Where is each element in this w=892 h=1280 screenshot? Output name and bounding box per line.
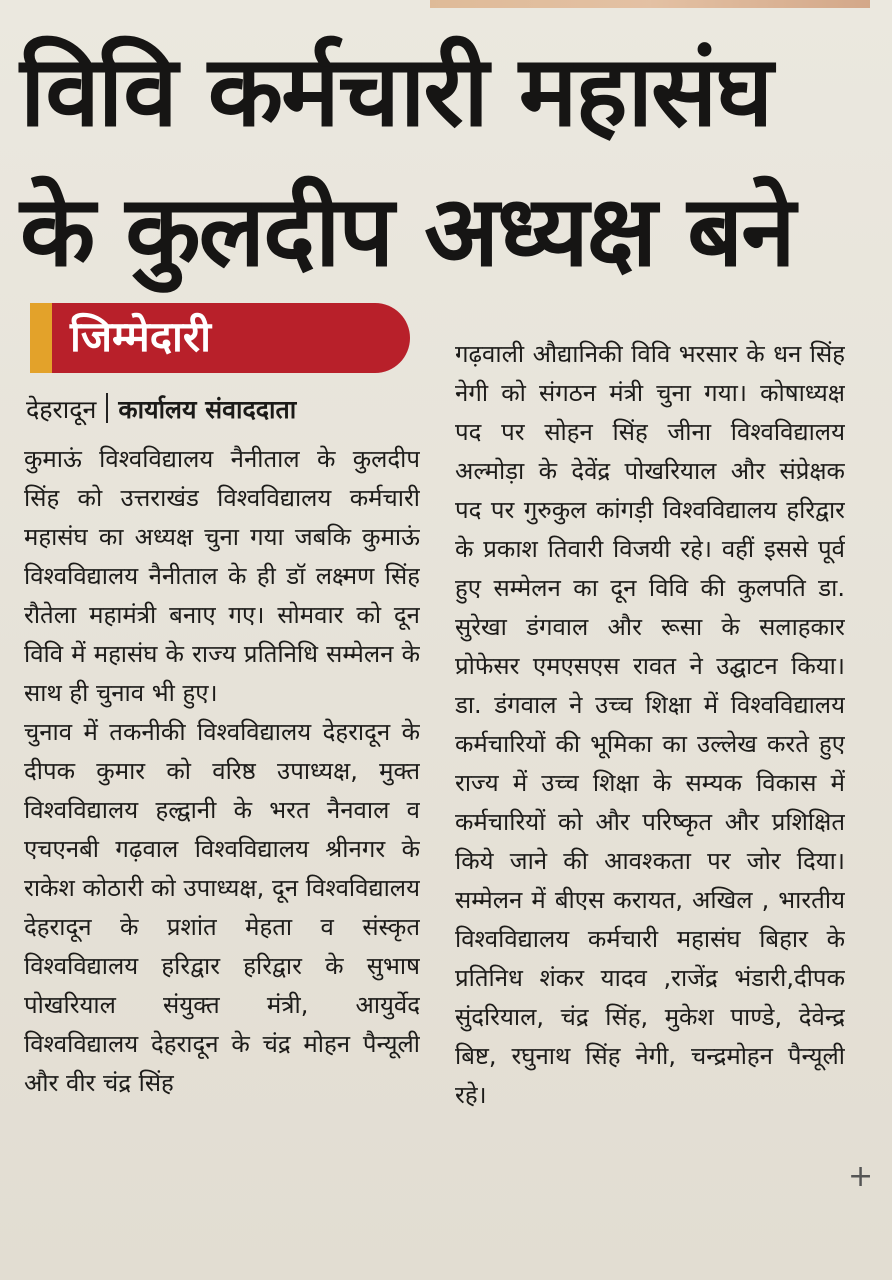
section-tag: [30, 303, 410, 373]
dateline-city: देहरादून: [26, 395, 97, 424]
section-tag-accent: [30, 303, 52, 373]
dateline-byline: कार्यालय संवाददाता: [118, 395, 297, 424]
headline-line-2: के कुलदीप अध्यक्ष बने: [20, 175, 794, 289]
headline: [20, 22, 870, 302]
article-paragraph-2: चुनाव में तकनीकी विश्वविद्यालय देहरादून के दीपक कुमार को वरिष्ठ उपाध्यक्ष, मुक्त विश्वविद्यालय हल्द्वानी के भरत नैनवाल व एचएनबी गढ़वाल विश्वविद्यालय श्रीनगर के राकेश कोठारी को उपाध्यक्ष, दून विश्वविद्यालय देहरादून के प्रशांत मेहता व संस्कृत विश्वविद्यालय हरिद्वार हरिद्वार के सुभाष पोखरियाल संयुक्त मंत्री, आयुर्वेद विश्वविद्यालय देहरादून के चंद्र मोहन पैन्यूली और वीर चंद्र सिंह: [24, 718, 420, 1097]
article-paragraph-3: गढ़वाली औद्यानिकी विवि भरसार के धन सिंह नेगी को संगठन मंत्री चुना गया। कोषाध्यक्ष पद पर सोहन सिंह जीना विश्वविद्यालय अल्मोड़ा के देवेंद्र पोखरियाल और संप्रेक्षक पद पर गुरुकुल कांगड़ी विश्वविद्यालय हरिद्वार के प्रकाश तिवारी विजयी रहे। वहीं इससे पूर्व हुए सम्मेलन का दून विवि की कुलपति डा. सुरेखा डंगवाल और रूसा के सलाहकार प्रोफेसर एमएसएस रावत ने उद्घाटन किया। डा. डंगवाल ने उच्च शिक्षा में विश्वविद्यालय कर्मचारियों की भूमिका का उल्लेख करते हुए राज्य में उच्च शिक्षा के सम्यक विकास में कर्मचारियों को और परिष्कृत और प्रशिक्षित किये जाने की आवश्कता पर जोर दिया। सम्मेलन में बीएस करायत, अखिल , भारतीय विश्वविद्यालय कर्मचारी महासंघ बिहार के प्रतिनिध शंकर यादव ,राजेंद्र भंडारी,दीपक सुंदरियाल, चंद्र सिंह, मुकेश पाण्डे, देवेन्द्र बिष्ट, रघुनाथ सिंह नेगी, चन्द्रमोहन पैन्यूली रहे।: [455, 340, 845, 1109]
article-column-right: [455, 335, 845, 1255]
section-tag-label: जिम्मेदारी: [70, 312, 211, 361]
registration-mark: +: [848, 1159, 874, 1194]
dateline-separator: [106, 393, 108, 423]
dateline: [26, 388, 426, 432]
article-paragraph-1: कुमाऊं विश्वविद्यालय नैनीताल के कुलदीप सिंह को उत्तराखंड विश्वविद्यालय कर्मचारी महासंघ का अध्यक्ष चुना गया जबकि कुमाऊं विश्वविद्यालय नैनीताल के ही डॉ लक्ष्मण सिंह रौतेला महामंत्री बनाए गए। सोमवार को दून विवि में महासंघ के राज्य प्रतिनिधि सम्मेलन के साथ ही चुनाव भी हुए।: [24, 445, 420, 707]
headline-line-1: विवि कर्मचारी महासंघ: [20, 35, 772, 149]
article-column-left: [24, 440, 420, 1270]
top-color-strip: [430, 0, 870, 8]
